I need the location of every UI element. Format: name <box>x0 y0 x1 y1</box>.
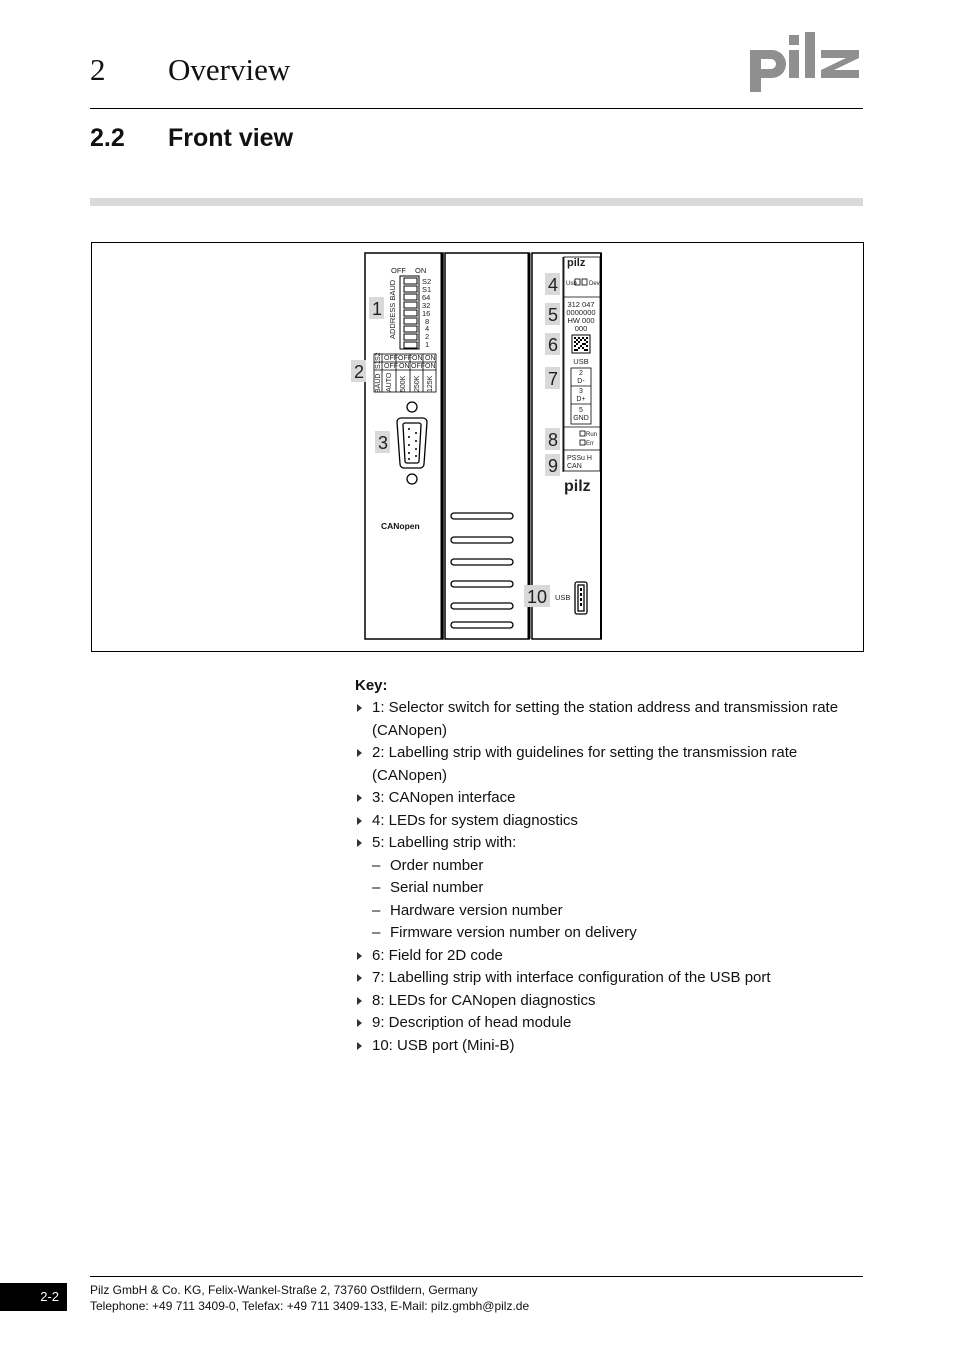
usb-port-contacts <box>580 588 582 606</box>
order-number: 312 047 <box>567 300 595 309</box>
usb-pin-number: 5 <box>579 407 583 414</box>
usb-port-label: USB <box>555 593 571 602</box>
baud-s2: ON <box>425 355 436 362</box>
callout-3: 3 <box>377 433 389 453</box>
baud-value: 125K <box>427 375 434 392</box>
key-item-text: 3: CANopen interface <box>372 789 516 806</box>
key-item-text: 9: Description of head module <box>372 1014 572 1031</box>
firmware-version: 000 <box>574 324 588 333</box>
baud-s1: ON <box>425 363 436 370</box>
key-item <box>355 967 865 990</box>
baud-s1: OFF <box>384 363 398 370</box>
key-item <box>355 832 865 855</box>
datamatrix-2d-code <box>572 335 590 353</box>
dip-switch[interactable] <box>400 276 419 349</box>
section-divider <box>90 198 863 206</box>
hardware-version: HW 000 <box>567 316 595 325</box>
callout-2: 2 <box>353 362 365 382</box>
dip-label-4: 4 <box>425 324 430 333</box>
dip-label-1: 1 <box>425 340 430 349</box>
led-label-usb: Usb <box>566 281 577 287</box>
usb-pin-number: 2 <box>579 370 583 377</box>
device-drawing <box>92 243 863 651</box>
key-item-text: 10: USB port (Mini-B) <box>372 1036 515 1054</box>
baud-s2: ON <box>412 355 423 362</box>
key-subitem: – Hardware version number <box>372 901 563 919</box>
baud-value: AUTO <box>386 372 393 392</box>
dip-label-s1: S1 <box>422 285 432 294</box>
module-bus: CAN <box>567 463 582 470</box>
callout-4: 4 <box>547 275 559 295</box>
dip-side-label: ADDRESS BAUD <box>388 279 397 339</box>
module-logo-top: pilz <box>567 257 586 269</box>
key-item <box>355 990 865 1013</box>
baud-s1: OFF <box>411 363 425 370</box>
key-item-text: 8: LEDs for CANopen diagnostics <box>372 991 596 1009</box>
page-number: 2-2 <box>0 1283 67 1311</box>
key-item-text: Firmware version number on delivery <box>390 924 637 941</box>
baud-s2: OFF <box>384 355 398 362</box>
baud-s2: OFF <box>398 355 412 362</box>
module-name: PSSu H <box>567 455 592 462</box>
key-subitem: – Firmware version number on delivery <box>372 924 637 941</box>
callout-5: 5 <box>547 305 559 325</box>
key-subitem: – Order number <box>372 856 484 874</box>
key-item-text: Hardware version number <box>390 901 563 919</box>
callout-8: 8 <box>547 430 559 450</box>
connector-pins <box>408 428 417 460</box>
key-item-text: 1: Selector switch for setting the station address and transmission rate (CANopen) <box>372 699 839 739</box>
dip-off-label: OFF <box>391 266 406 275</box>
run-led-label: Run <box>586 432 598 438</box>
err-led <box>580 440 585 445</box>
dip-label-32: 32 <box>422 301 431 310</box>
baud-value: 500K <box>400 375 407 392</box>
section-number: 2.2 <box>90 124 125 152</box>
usb-pin-name: D+ <box>576 396 586 403</box>
led-label-dev: Dev <box>589 281 600 287</box>
pilz-logo <box>748 28 864 92</box>
serial-number: 0000000 <box>566 308 596 317</box>
baud-value: 250K <box>414 375 421 392</box>
dip-label-64: 64 <box>422 293 431 302</box>
baud-header: BAUD <box>375 373 382 393</box>
baud-s1: ON <box>399 363 410 370</box>
key-list <box>355 697 865 1057</box>
key-item-text: 4: LEDs for system diagnostics <box>372 811 578 829</box>
front-view-figure <box>91 242 864 652</box>
dip-label-2: 2 <box>425 332 430 341</box>
callout-1: 1 <box>371 299 383 319</box>
key-item-text: Order number <box>390 856 484 874</box>
callout-10: 10 <box>526 587 548 607</box>
key-item-text: Serial number <box>390 879 484 896</box>
usb-pin-name: D- <box>577 378 585 385</box>
chapter-number: 2 <box>90 52 106 87</box>
key-item <box>355 1012 865 1035</box>
canopen-connector[interactable] <box>397 402 427 484</box>
dip-label-8: 8 <box>425 317 430 326</box>
header-rule <box>90 108 863 109</box>
usb-pin-name: GND <box>573 415 589 422</box>
callout-6: 6 <box>547 335 559 355</box>
key-item-text: 2: Labelling strip with guidelines for setting the transmission rate (CANopen) <box>372 744 798 784</box>
key-item <box>355 1035 865 1058</box>
baud-header-s1: S1 <box>375 360 382 369</box>
footer-contact: Telephone: +49 711 3409-0, Telefax: +49 711 3409-133, E-Mail: pilz.gmbh@pilz.de <box>90 1299 530 1313</box>
key-item-text: 7: Labelling strip with interface configuration of the USB port <box>372 969 771 986</box>
dip-on-label: ON <box>415 266 427 275</box>
callout-9: 9 <box>547 456 559 476</box>
module-logo-bottom: pilz <box>564 478 591 495</box>
key-item <box>355 787 865 810</box>
usb-strip-title: USB <box>573 357 589 366</box>
dip-label-s2: S2 <box>422 277 432 286</box>
footer-rule <box>90 1276 863 1277</box>
callout-7: 7 <box>547 369 559 389</box>
key-item <box>355 697 865 742</box>
footer-address: Pilz GmbH & Co. KG, Felix-Wankel-Straße 2, 73760 Ostfildern, Germany <box>90 1283 478 1297</box>
key-item <box>355 945 865 968</box>
canopen-label: CANopen <box>381 521 420 531</box>
key-title: Key: <box>355 677 388 694</box>
usb-pin-number: 3 <box>579 388 583 395</box>
section-title: Front view <box>168 124 294 152</box>
dip-levers <box>404 278 417 348</box>
err-led-label: Err <box>586 441 594 447</box>
key-item <box>355 810 865 833</box>
dip-label-16: 16 <box>422 309 431 318</box>
key-item-text: 5: Labelling strip with: <box>372 834 517 851</box>
vent-slots <box>451 513 513 628</box>
dev-led <box>582 279 587 285</box>
run-led <box>580 431 585 436</box>
baud-header-s2: S2 <box>375 352 382 361</box>
key-subitem: – Serial number <box>372 879 484 896</box>
chapter-title: Overview <box>168 52 291 87</box>
key-item-text: 6: Field for 2D code <box>372 946 503 964</box>
key-item <box>355 742 865 787</box>
